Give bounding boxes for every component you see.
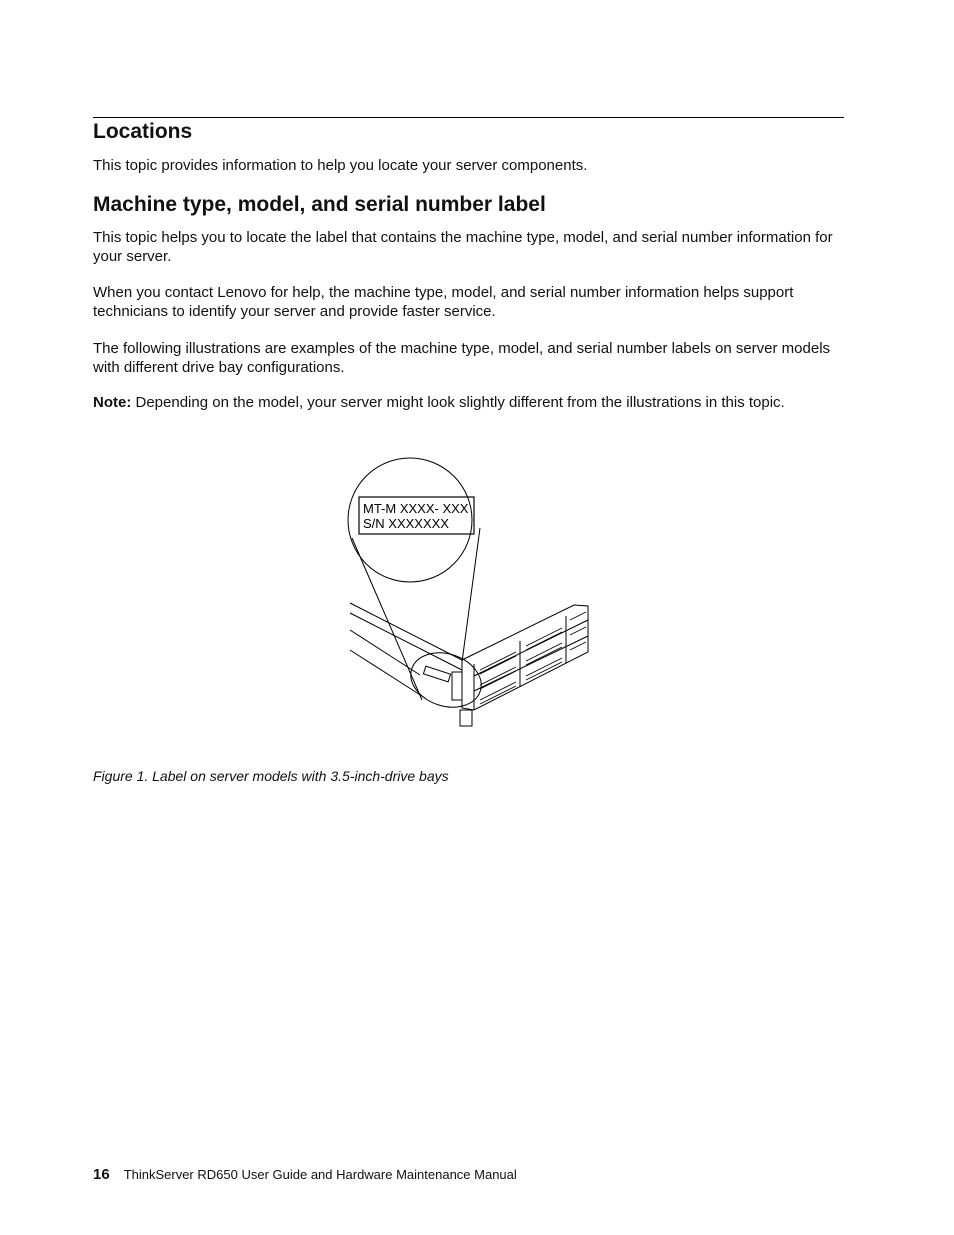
page-footer: [93, 1166, 517, 1183]
label-line-2: S/N XXXXXXX: [363, 516, 449, 531]
leader-line-right: [462, 528, 480, 662]
paragraph-2: When you contact Lenovo for help, the machine type, model, and serial number information helps support technicians to identify your server and provide faster service.: [93, 284, 794, 320]
server-label-illustration: [340, 440, 600, 740]
label-line-1: MT-M XXXX- XXX: [363, 501, 469, 516]
paragraph-1: This topic helps you to locate the label that contains the machine type, model, and serial number information for your server.: [93, 229, 833, 265]
document-title: ThinkServer RD650 User Guide and Hardware Maintenance Manual: [123, 1167, 517, 1182]
note-text: Depending on the model, your server might look slightly different from the illustrations in this topic.: [131, 394, 785, 411]
section-title: Locations: [93, 120, 193, 143]
figure-caption: Figure 1. Label on server models with 3.5-inch-drive bays: [93, 768, 449, 784]
subsection-title: Machine type, model, and serial number label: [93, 193, 546, 216]
server-chassis: [350, 603, 588, 726]
paragraph-3: The following illustrations are examples of the machine type, model, and serial number labels on server models with different drive bay configurations.: [93, 340, 831, 376]
note: [93, 393, 849, 412]
note-label: Note:: [93, 394, 132, 411]
page-number: 16: [93, 1166, 110, 1183]
section-divider: [93, 117, 844, 118]
zoom-circle: [404, 644, 489, 716]
section-intro: This topic provides information to help you locate your server components.: [93, 157, 588, 174]
